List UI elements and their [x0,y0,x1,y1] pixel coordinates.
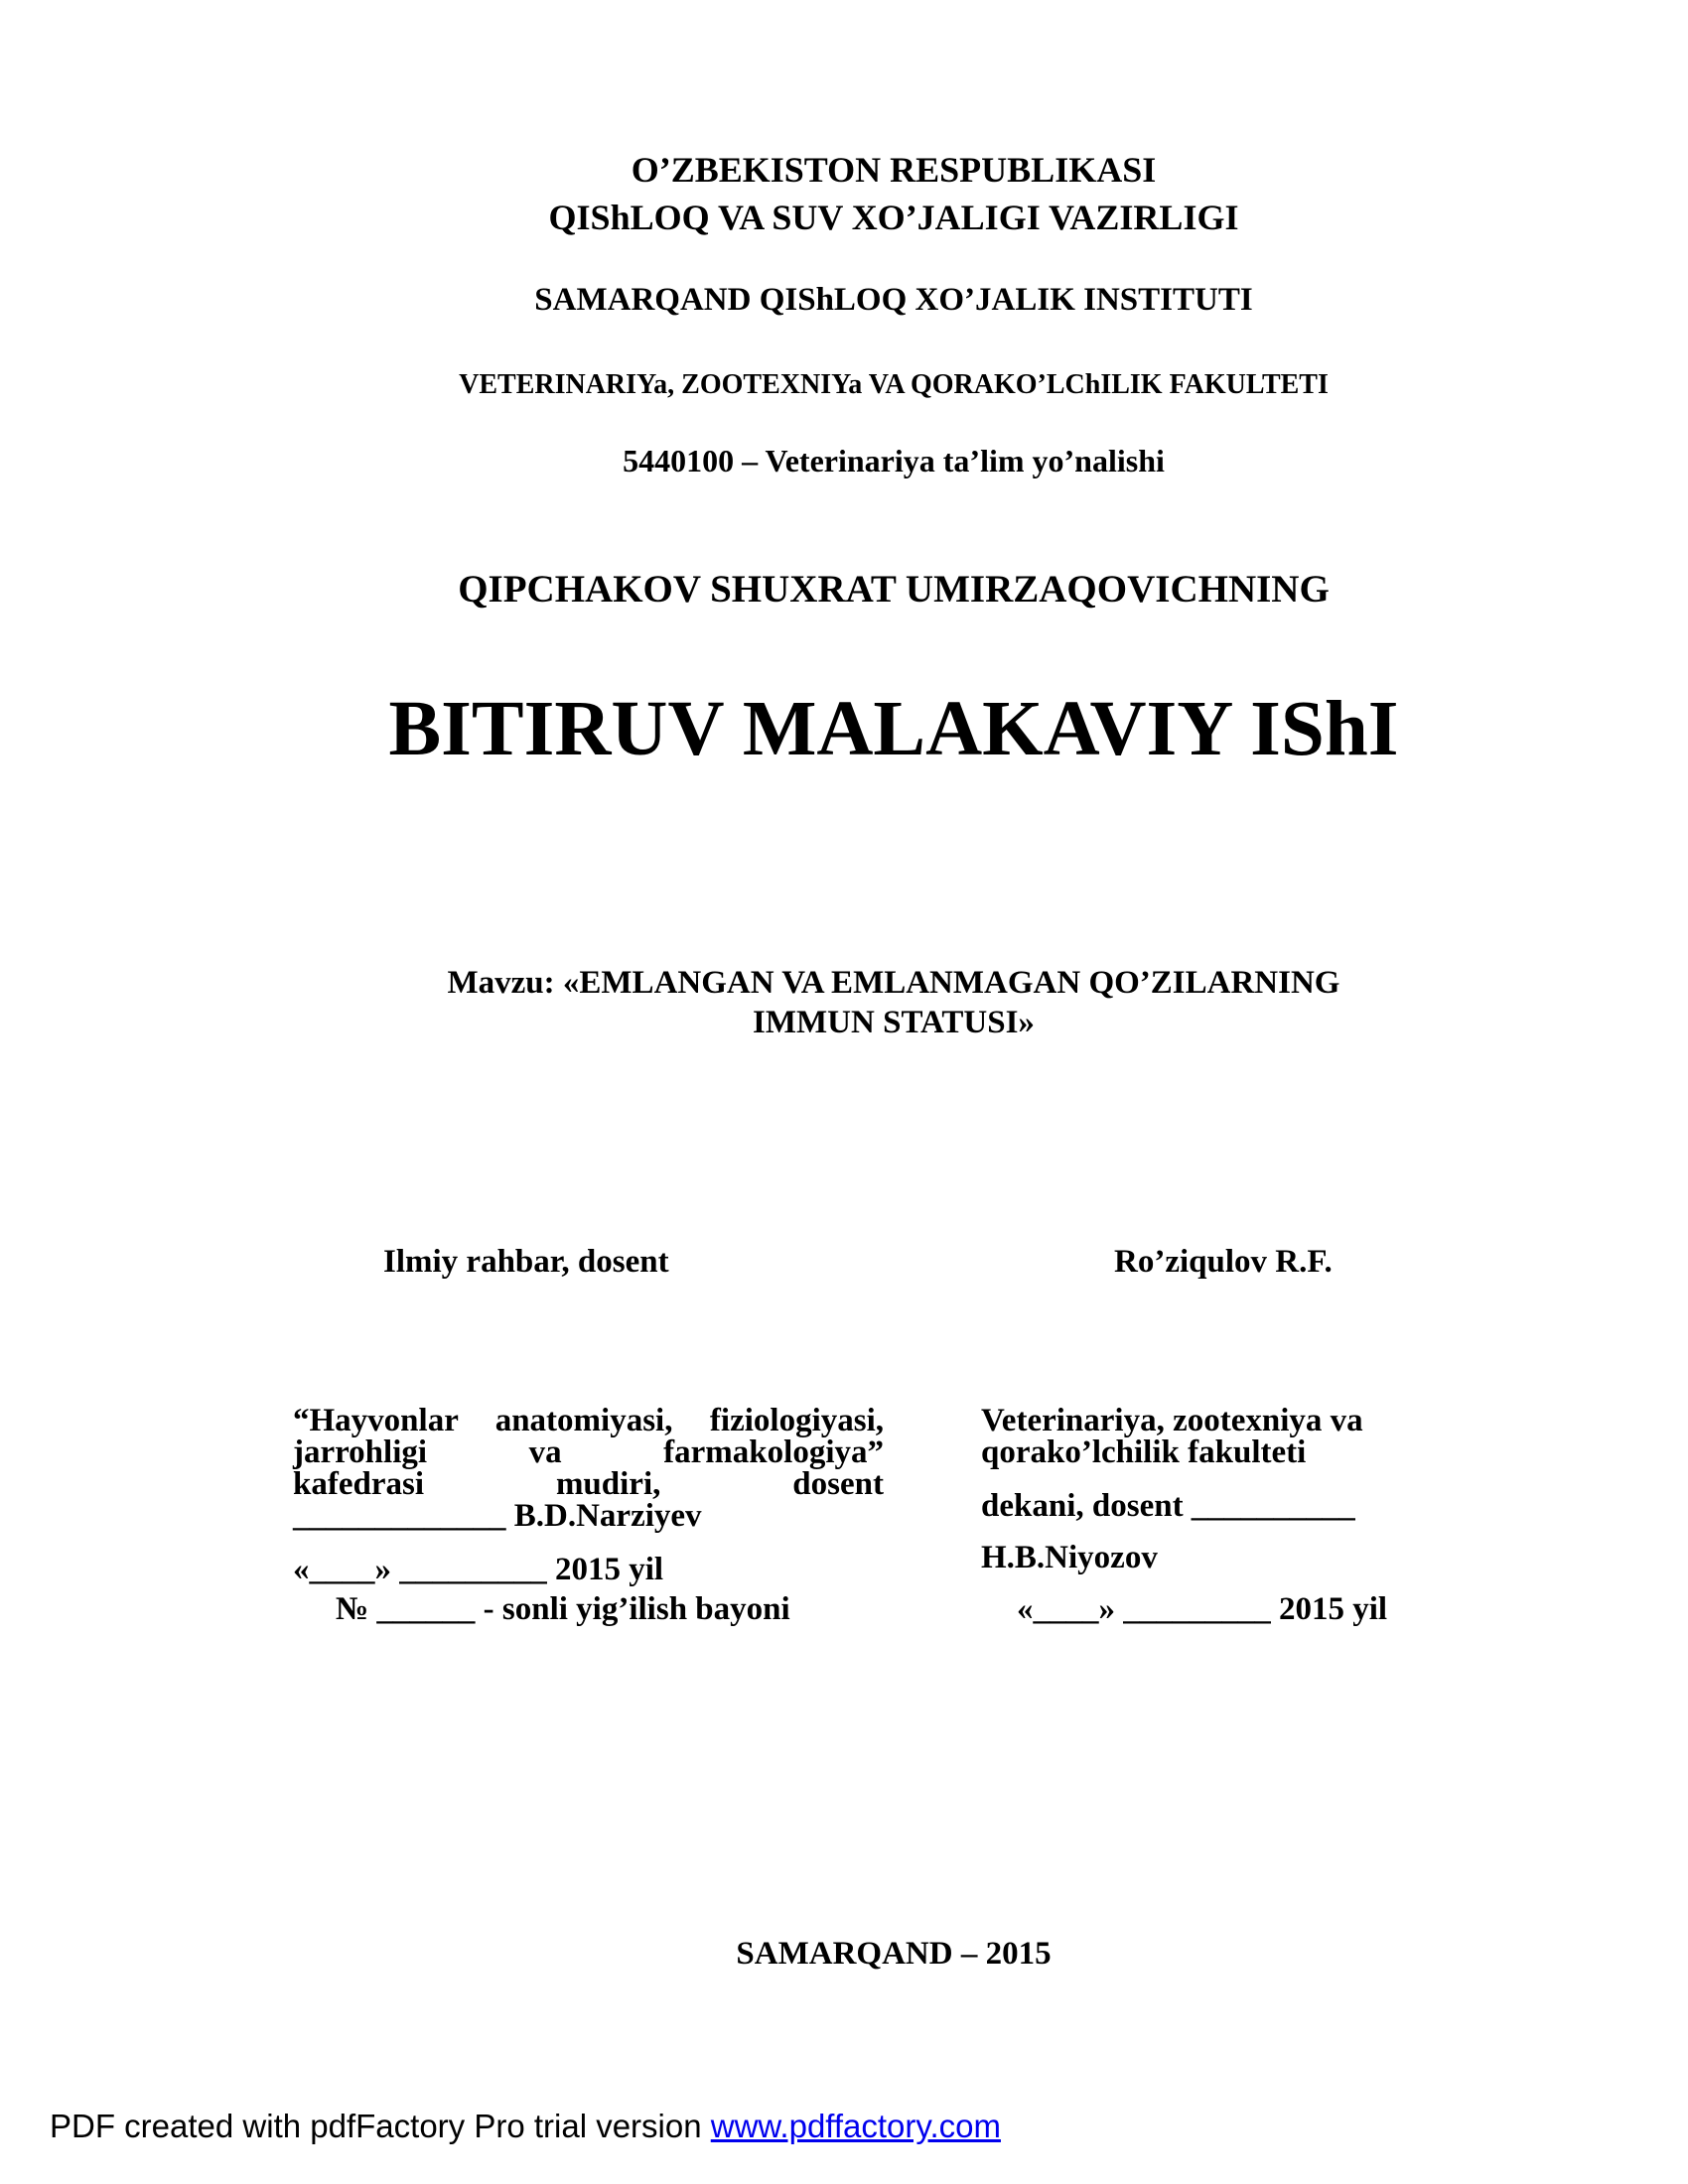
faculty-name: VETERINARIYa, ZOOTEXNIYa VA QORAKO’LChILIK FAKULTETI [459,369,1329,400]
footer-text: PDF created with pdfFactory Pro trial version [50,2108,711,2144]
department-head-signature: _____________ B.D.Narziyev [293,1498,702,1534]
pdf-trial-footer [50,2108,1001,2145]
ministry-line-2: QIShLOQ VA SUV XO’JALIGI VAZIRLIGI [548,198,1239,237]
dean-signature: dekani, dosent __________ [981,1488,1355,1524]
dean-name: H.B.Niyozov [981,1540,1158,1575]
department-line-3: kafedrasi mudiri, dosent [293,1466,884,1502]
department-line-2: jarrohligi va farmakologiya” [293,1434,884,1470]
department-approval-block [293,1405,884,1629]
pdffactory-link[interactable]: www.pdffactory.com [710,2108,1001,2144]
faculty-approval-line-2: qorako’lchilik fakulteti [981,1434,1307,1470]
faculty-date: «____» _________ 2015 yil [1017,1591,1388,1627]
supervisor-name: Ro’ziqulov R.F. [1114,1244,1333,1280]
document-title: BITIRUV MALAKAVIY IShI [388,686,1399,772]
author-name: QIPCHAKOV SHUXRAT UMIRZAQOVICHNING [458,568,1330,611]
topic-line-2: IMMUN STATUSI» [753,1005,1035,1040]
department-line-1: “Hayvonlar anatomiyasi, fiziologiyasi, [293,1403,884,1438]
faculty-approval-block [981,1405,1428,1629]
city-year: SAMARQAND – 2015 [736,1936,1052,1972]
meeting-protocol: № ______ - sonli yig’ilish bayoni [336,1591,790,1627]
topic-line-1: Mavzu: «EMLANGAN VA EMLANMAGAN QO’ZILARNING [447,965,1340,1001]
supervisor-role: Ilmiy rahbar, dosent [383,1244,669,1280]
department-date: «____» _________ 2015 yil [293,1552,664,1587]
faculty-approval-line-1: Veterinariya, zootexniya va [981,1403,1363,1438]
institute-name: SAMARQAND QIShLOQ XO’JALIK INSTITUTI [534,282,1253,318]
study-direction: 5440100 – Veterinariya ta’lim yo’nalishi [623,443,1165,478]
ministry-line-1: O’ZBEKISTON RESPUBLIKASI [631,150,1157,190]
